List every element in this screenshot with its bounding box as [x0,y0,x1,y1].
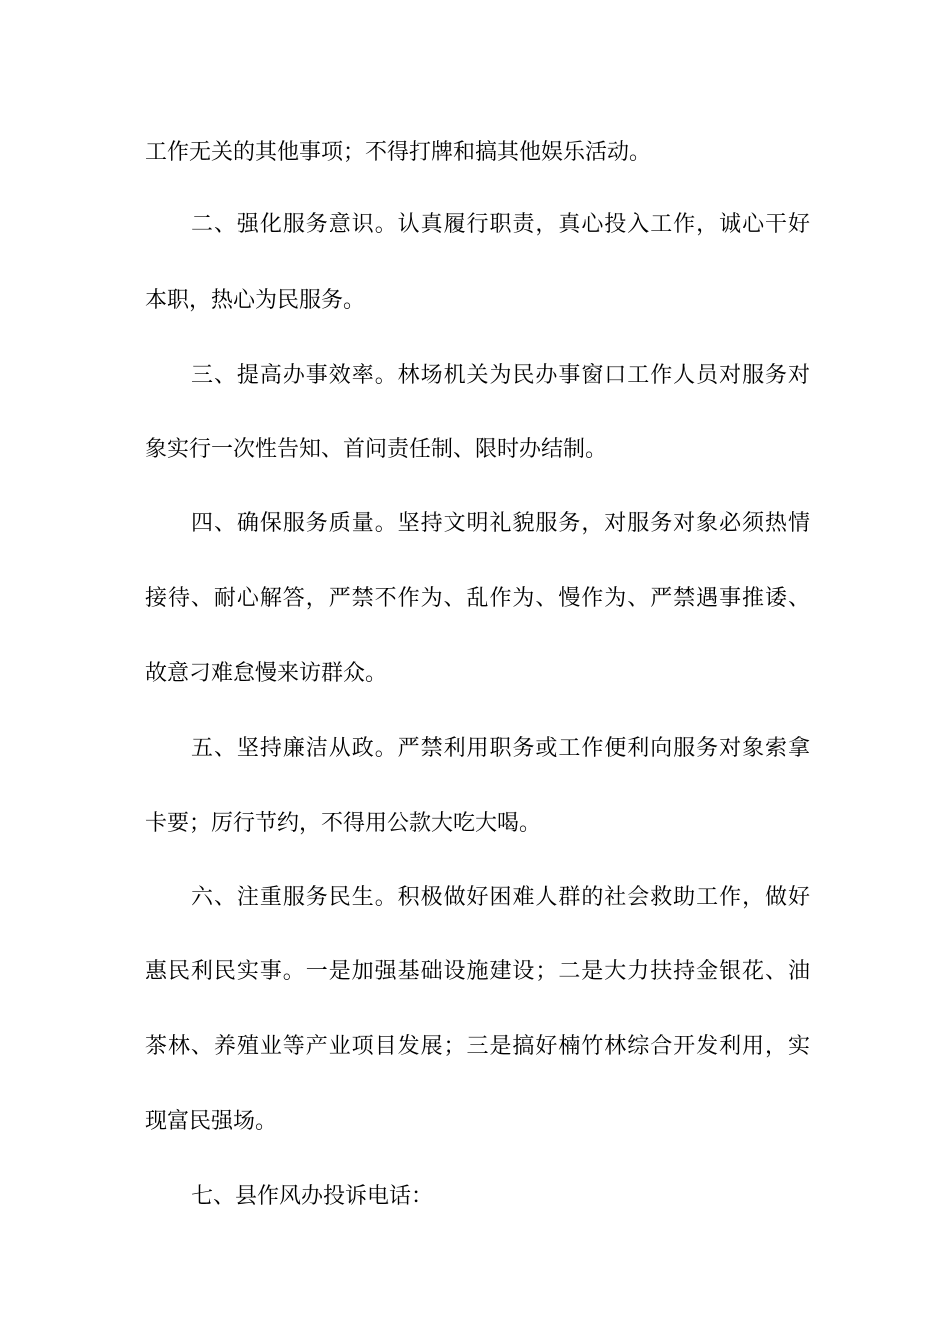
paragraph-line: 惠民利民实事。一是加强基础设施建设；二是大力扶持金银花、油 [145,959,810,984]
paragraph-line: 七、县作风办投诉电话： [191,1184,434,1209]
paragraph-line: 五、坚持廉洁从政。严禁利用职务或工作便利向服务对象索拿 [191,736,810,761]
paragraph-line: 六、注重服务民生。积极做好困难人群的社会救助工作，做好 [191,885,810,910]
paragraph-line: 茶林、养殖业等产业项目发展；三是搞好楠竹林综合开发利用，实 [145,1034,810,1059]
paragraph-line: 接待、耐心解答，严禁不作为、乱作为、慢作为、严禁遇事推诿、 [145,586,810,611]
paragraph-line: 本职，热心为民服务。 [145,288,366,313]
paragraph-line: 现富民强场。 [145,1109,278,1134]
paragraph-line: 卡要；厉行节约，不得用公款大吃大喝。 [145,811,542,836]
paragraph-line: 二、强化服务意识。认真履行职责，真心投入工作，诚心干好 [191,212,810,237]
paragraph-line: 三、提高办事效率。林场机关为民办事窗口工作人员对服务对 [191,363,810,388]
paragraph-line: 象实行一次性告知、首问责任制、限时办结制。 [145,437,608,462]
paragraph-line: 故意刁难怠慢来访群众。 [145,661,388,686]
paragraph-line: 工作无关的其他事项；不得打牌和搞其他娱乐活动。 [145,140,652,165]
paragraph-line: 四、确保服务质量。坚持文明礼貌服务，对服务对象必须热情 [191,511,810,536]
